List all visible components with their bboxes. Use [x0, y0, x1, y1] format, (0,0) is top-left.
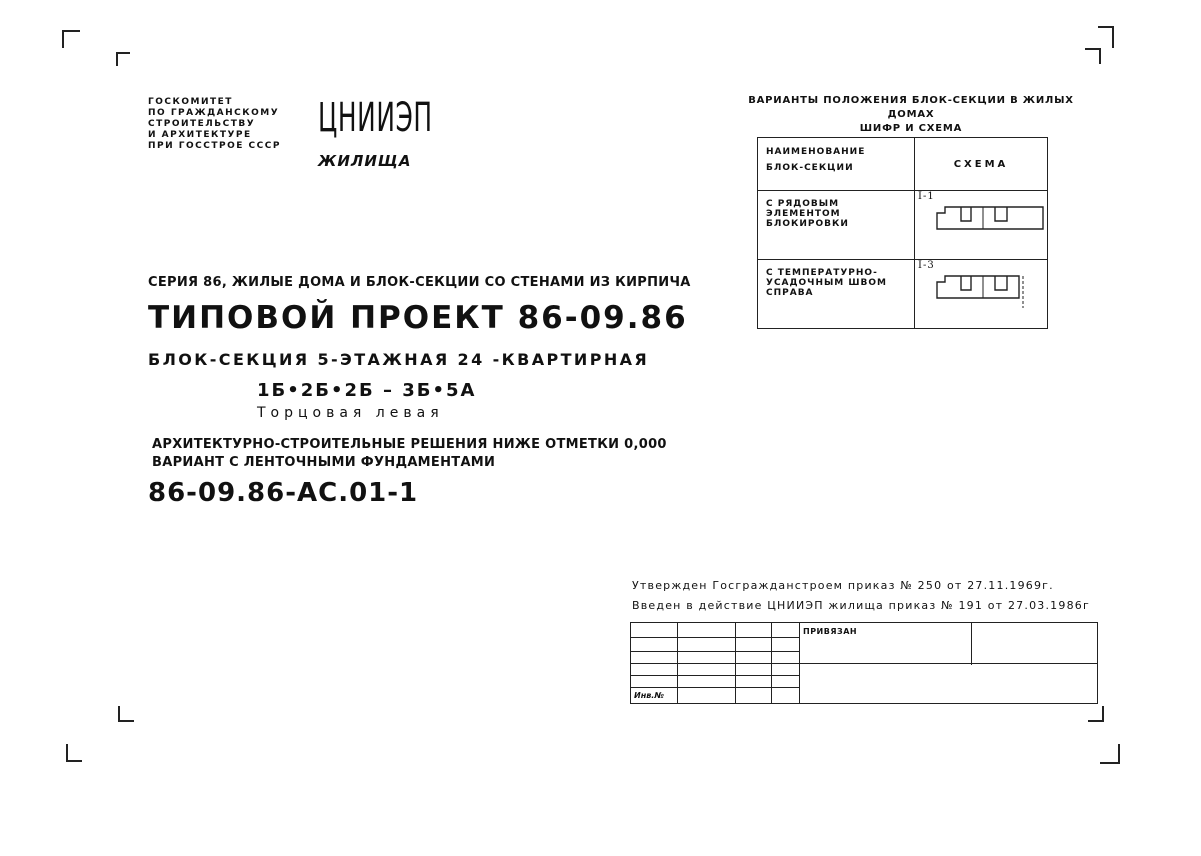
- org-line: СТРОИТЕЛЬСТВУ: [148, 119, 256, 129]
- variant-scheme-cell: [915, 260, 1048, 329]
- org-line: ПРИ ГОССТРОЕ СССР: [148, 141, 281, 151]
- inventory-number-label: Инв.№: [634, 691, 664, 700]
- stamp-row-line: [631, 651, 799, 652]
- variant-name-line: УСАДОЧНЫМ ШВОМ: [766, 278, 887, 288]
- variants-heading: [736, 94, 1086, 136]
- crop-mark-top-right-outer: [1098, 26, 1114, 48]
- variants-heading-line-1: ВАРИАНТЫ ПОЛОЖЕНИЯ БЛОК-СЕКЦИИ В ЖИЛЫХ ДОМАХ: [748, 95, 1074, 120]
- crop-mark-top-right-inner: [1085, 48, 1101, 64]
- stamp-row-line: [631, 675, 799, 676]
- variant-name-line: С ТЕМПЕРАТУРНО-: [766, 268, 878, 278]
- header-name-cell: [758, 138, 915, 191]
- scheme-diagram-row-icon: [915, 199, 1047, 247]
- header-name-line-2: БЛОК-СЕКЦИИ: [766, 163, 854, 173]
- arch-line-1: АРХИТЕКТУРНО-СТРОИТЕЛЬНЫЕ РЕШЕНИЯ НИЖЕ ОТМЕТКИ 0,000: [152, 437, 667, 452]
- crop-mark-bottom-right-inner: [1088, 706, 1104, 722]
- approval-line-2: Введен в действие ЦНИИЭП жилища приказ № 191 от 27.03.1986г: [632, 599, 1090, 612]
- variants-table-header: [758, 138, 1048, 191]
- section-position: Торцовая левая: [257, 405, 444, 421]
- header-name-line-1: НАИМЕНОВАНИЕ: [766, 147, 866, 157]
- crop-mark-bottom-left-outer: [66, 744, 82, 762]
- crop-mark-top-left-outer: [62, 30, 80, 48]
- institute-logo-subtitle: ЖИЛИЩА: [318, 152, 412, 170]
- stamp-row-line: [631, 663, 1097, 664]
- institute-logo: ЦНИИЭП: [318, 95, 433, 141]
- scheme-diagram-seam-icon: [915, 268, 1047, 316]
- variant-code: I-1: [918, 191, 935, 202]
- variant-code: I-3: [918, 260, 935, 271]
- variants-table: [757, 137, 1048, 329]
- variant-scheme-cell: [915, 191, 1048, 260]
- table-row: [758, 191, 1048, 260]
- stamp-divider: [971, 623, 972, 665]
- crop-mark-bottom-right-outer: [1100, 744, 1120, 764]
- organization-block: [148, 97, 281, 152]
- variant-name-line: ЭЛЕМЕНТОМ: [766, 209, 841, 219]
- header-scheme-cell: СХЕМА: [915, 138, 1048, 191]
- document-number: 86-09.86-АС.01-1: [148, 478, 419, 508]
- stamp-row-line: [631, 637, 799, 638]
- table-row: [758, 260, 1048, 329]
- architecture-description: [152, 436, 667, 472]
- stamp-row-line: [631, 687, 799, 688]
- variant-name-line: БЛОКИРОВКИ: [766, 219, 849, 229]
- project-title: ТИПОВОЙ ПРОЕКТ 86-09.86: [148, 300, 688, 336]
- crop-mark-top-left-inner: [116, 52, 130, 66]
- apartment-formula: 1Б•2Б•2Б – 3Б•5А: [257, 380, 477, 401]
- crop-mark-bottom-left-inner: [118, 706, 134, 722]
- variant-name-cell: [758, 260, 915, 329]
- variant-name-cell: [758, 191, 915, 260]
- variant-name-line: СПРАВА: [766, 288, 814, 298]
- variant-name-line: С РЯДОВЫМ: [766, 199, 840, 209]
- attached-label: ПРИВЯЗАН: [803, 627, 858, 636]
- variants-heading-line-2: ШИФР И СХЕМА: [859, 123, 963, 134]
- approval-block: [632, 576, 1090, 616]
- approval-line-1: Утвержден Госгражданстроем приказ № 250 от 27.11.1969г.: [632, 579, 1054, 592]
- org-line: ГОСКОМИТЕТ: [148, 97, 233, 107]
- title-stamp: [630, 622, 1098, 704]
- arch-line-2: ВАРИАНТ С ЛЕНТОЧНЫМИ ФУНДАМЕНТАМИ: [152, 455, 496, 470]
- org-line: И АРХИТЕКТУРЕ: [148, 130, 252, 140]
- org-line: ПО ГРАЖДАНСКОМУ: [148, 108, 280, 118]
- block-section-description: БЛОК-СЕКЦИЯ 5-ЭТАЖНАЯ 24 -КВАРТИРНАЯ: [148, 350, 650, 369]
- series-line: СЕРИЯ 86, ЖИЛЫЕ ДОМА И БЛОК-СЕКЦИИ СО СТЕНАМИ ИЗ КИРПИЧА: [148, 275, 691, 290]
